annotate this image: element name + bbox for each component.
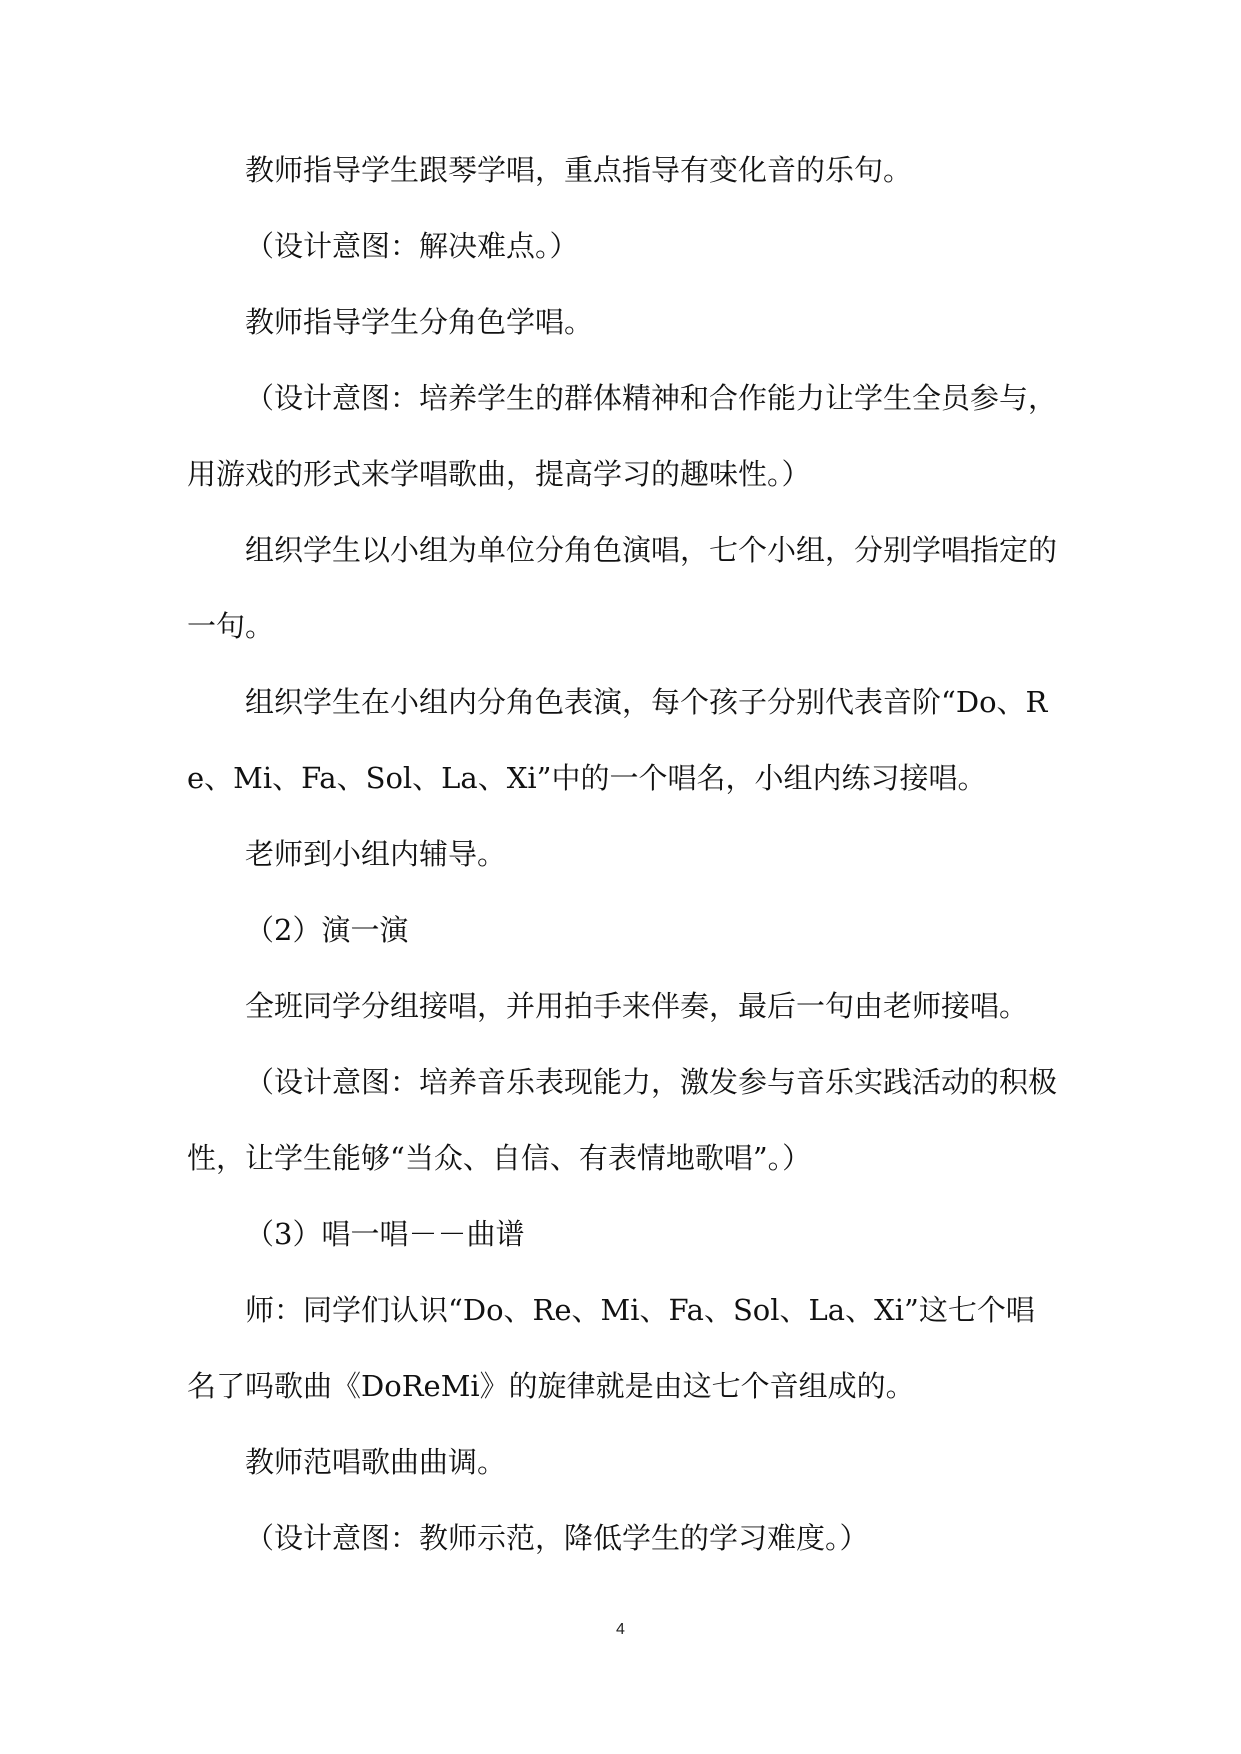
paragraph-2: （设计意图：解决难点。） (245, 229, 579, 263)
paragraph-6: 组织学生在小组内分角色表演，每个孩子分别代表音阶“Do、Re、Mi、Fa、Sol、La、Xi”中的一个唱名，小组内练习接唱。 (187, 685, 1048, 795)
paragraph-1: 教师指导学生跟琴学唱，重点指导有变化音的乐句。 (245, 153, 913, 187)
paragraph-4: （设计意图：培养学生的群体精神和合作能力让学生全员参与，用游戏的形式来学唱歌曲，提高学习的趣味性。） (187, 381, 1058, 491)
paragraph-11: 教师范唱歌曲曲调。 (245, 1445, 507, 1479)
paragraph-8: 全班同学分组接唱，并用拍手来伴奏，最后一句由老师接唱。 (245, 989, 1029, 1023)
page-number: 4 (616, 1621, 625, 1638)
section-heading-2: （2）演一演 (245, 913, 409, 947)
paragraph-9: （设计意图：培养音乐表现能力，激发参与音乐实践活动的积极性，让学生能够“当众、自信、有表情地歌唱”。） (187, 1065, 1058, 1175)
paragraph-3: 教师指导学生分角色学唱。 (245, 305, 594, 339)
paragraph-10: 师：同学们认识“Do、Re、Mi、Fa、Sol、La、Xi”这七个唱名了吗歌曲《DoReMi》的旋律就是由这七个音组成的。 (187, 1293, 1035, 1403)
paragraph-7: 老师到小组内辅导。 (245, 837, 507, 871)
paragraph-5: 组织学生以小组为单位分角色演唱，七个小组，分别学唱指定的一句。 (187, 533, 1058, 643)
section-heading-3: （3）唱一唱－－曲谱 (245, 1217, 525, 1251)
paragraph-12: （设计意图：教师示范，降低学生的学习难度。） (245, 1521, 869, 1555)
